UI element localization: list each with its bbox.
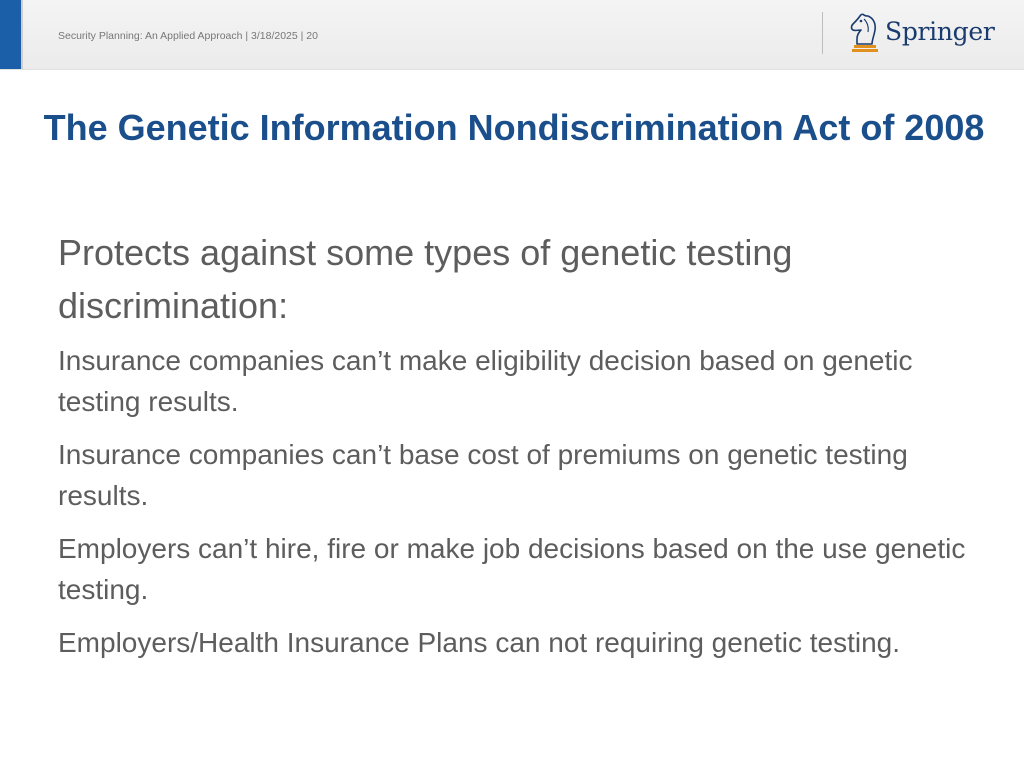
accent-strip-edge <box>21 0 23 69</box>
list-item: Insurance companies can’t base cost of premiums on genetic testing results. <box>58 439 908 511</box>
lead-statement: Protects against some types of genetic testing discrimination: <box>58 232 793 326</box>
accent-strip <box>0 0 21 69</box>
springer-logo-text: Springer <box>885 17 995 46</box>
list-item: Employers can’t hire, fire or make job decisions based on the use genetic testing. <box>58 533 966 605</box>
slide-footer-info: Security Planning: An Applied Approach | 3/18/2025 | 20 <box>58 30 318 42</box>
slide-body <box>58 226 988 675</box>
springer-chess-knight-icon <box>848 13 882 53</box>
springer-logo <box>848 13 995 55</box>
list-item: Employers/Health Insurance Plans can not requiring genetic testing. <box>58 627 901 658</box>
list-item: Insurance companies can’t make eligibility decision based on genetic testing results. <box>58 345 913 417</box>
logo-divider <box>822 12 823 54</box>
slide-header <box>0 0 1024 70</box>
slide-title: The Genetic Information Nondiscrimination Act of 2008 <box>43 107 985 148</box>
